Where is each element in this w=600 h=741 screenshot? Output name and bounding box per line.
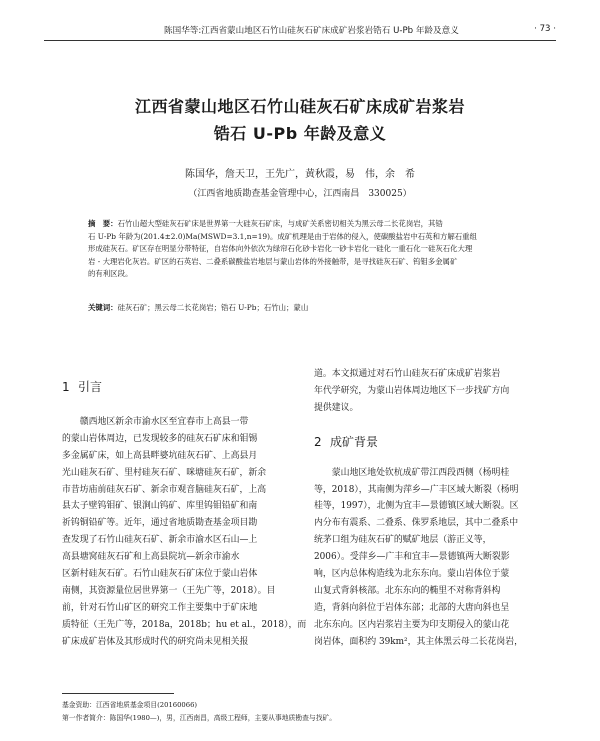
body-line: 北东东向。区内岩浆岩主要为印支期侵入的蒙山花 <box>314 619 510 630</box>
body-line: 山复式背斜核部。北东东向的椭里不对称背斜构 <box>314 585 501 596</box>
body-line: 蒙山地区地处钦杭成矿带江西段西侧（杨明桂 <box>314 467 510 478</box>
keywords-label: 关键词： <box>88 303 118 312</box>
body-line: 道。本文拟通过对石竹山硅灰石矿床成矿岩浆岩 <box>314 369 501 379</box>
body-line: 提供建议。 <box>314 402 359 413</box>
abstract-line: 石 U-Pb 年龄为(201.4±2.0)Ma(MSWD=3.1,n=19)。成矿机理是由于岩体的侵入，使碳酸盐岩中石英和方解石重组 <box>88 231 477 241</box>
article-title-line-2: 锆石 U-Pb 年龄及意义 <box>213 124 387 143</box>
page-number: · 73 · <box>534 24 556 34</box>
running-title: 陈国华等:江西省蒙山地区石竹山硅灰石矿床成矿岩浆岩锆石 U-Pb 年龄及意义 <box>164 26 459 36</box>
section-number: 2 <box>314 434 322 449</box>
section-title: 成矿背景 <box>330 434 379 449</box>
author-list: 陈国华，詹天卫，王先广，黄秋霞，易 伟，余 希 <box>185 169 415 180</box>
section-number: 1 <box>62 380 70 394</box>
background-paragraph <box>314 465 558 651</box>
abstract-line: 岩 - 大理岩化灰岩。矿区的石英岩、二叠系碳酸盐岩地层与蒙山岩体的外接触带，是寻找硅灰石矿、钨钼多金属矿 <box>88 256 458 266</box>
body-line: 市昔坊庙前硅灰石矿、新余市观音脑硅灰石矿，上高 <box>62 484 267 495</box>
body-line: 南侧，其资源量位居世界第一（王先广等，2018）。目 <box>62 585 276 596</box>
body-line: 的蒙山岩体周边，已发现较多的硅灰石矿床和钼锡 <box>62 433 258 444</box>
body-line: 高县塘窝硅灰石矿和上高县院坑—新余市渝水 <box>62 552 240 563</box>
body-line: 查发现了石竹山硅灰石矿、新余市渝水区石山—上 <box>62 535 258 546</box>
body-line: 等，2018），其南侧为萍乡—广丰区域大断裂（杨明 <box>314 484 519 495</box>
introduction-continuation <box>314 366 558 417</box>
body-line: 质特征（王先广等，2018a，2018b；hu et al.，2018），而 <box>62 619 306 630</box>
footnote-funding: 基金资助：江西省地质基金项目(20160066) <box>62 701 198 709</box>
footnotes <box>62 699 532 725</box>
abstract-line <box>88 218 518 231</box>
abstract-line: 的有利区段。 <box>88 269 133 279</box>
left-column <box>62 378 306 650</box>
section-heading-metallogenic-background <box>314 433 558 451</box>
body-line: 响，区内总体构造线为北东东向。蒙山岩体位于蒙 <box>314 569 510 580</box>
section-title: 引言 <box>78 380 103 394</box>
body-line: 多金属矿床，如上高县畔婆坑硅灰石矿、上高县月 <box>62 450 258 461</box>
keywords <box>88 302 518 313</box>
keywords-text: 硅灰石矿；黑云母二长花岗岩；锆石 U-Pb；石竹山；蒙山 <box>117 303 309 312</box>
body-line: 桂等，1997），北侧为宜丰—景德镇区域大断裂。区 <box>314 501 519 512</box>
body-line: 光山硅灰石矿、里村硅灰石矿、咪塘硅灰石矿，新余 <box>62 467 267 478</box>
body-line: 区新村硅灰石矿。石竹山硅灰石矿床位于蒙山岩体 <box>62 569 258 580</box>
page-header <box>44 18 556 41</box>
body-line: 前，针对石竹山矿区的研究工作主要集中于矿床地 <box>62 602 258 613</box>
body-line: 2006）。受萍乡—广丰和宜丰—景德镇两大断裂影 <box>314 552 510 563</box>
abstract-label: 摘 要： <box>88 219 118 228</box>
footnote-author-bio: 第一作者简介：陈国华(1980—)，男，江西南昌，高级工程师，主要从事地质勘查与找矿。 <box>62 714 337 722</box>
footnote-divider <box>62 693 174 694</box>
right-column <box>314 366 558 650</box>
body-line: 县太子壁钨钼矿、银涧山钨矿、库里钨钼铅矿和南 <box>62 501 258 512</box>
body-line: 造，背斜向斜位于岩体东部；北部的大唐向斜也呈 <box>314 602 510 613</box>
body-line: 赣西地区新余市渝水区至宜春市上高县一带 <box>62 417 249 427</box>
article-title-line-1: 江西省蒙山地区石竹山硅灰石矿床成矿岩浆岩 <box>134 97 465 116</box>
body-line: 矿床成矿岩体及其形成时代的研究尚未见相关报 <box>62 636 249 647</box>
abstract <box>88 218 518 281</box>
section-heading-introduction <box>62 378 306 396</box>
body-line: 祈钨铜铅矿等。近年，通过省地质勘查基金项目勘 <box>62 518 258 529</box>
abstract-line: 形成硅灰石。矿区存在明显分带特征，自岩体向外依次为绿帘石化砂卡岩化一砂卡岩化一硅化一重石化一硅灰石化大理 <box>88 244 473 254</box>
author-affiliation: （江西省地质勘查基金管理中心，江西南昌 330025） <box>188 189 412 199</box>
body-line: 统茅口组为硅灰石矿的赋矿地层（游正义等， <box>314 535 492 546</box>
body-line: 内分布有震系、二叠系、侏罗系地层，其中二叠系中 <box>314 518 519 529</box>
introduction-paragraph <box>62 414 306 650</box>
body-line: 年代学研究，为蒙山岩体周边地区下一步找矿方向 <box>314 385 510 396</box>
body-line: 岗岩体，面积约 39km²，其主体黑云母二长花岗岩， <box>314 636 523 647</box>
abstract-text: 石竹山超大型硅灰石矿床是世界第一大硅灰石矿床，与成矿关系密切相关为黑云母二长花岗岩，其锆 <box>117 219 443 228</box>
